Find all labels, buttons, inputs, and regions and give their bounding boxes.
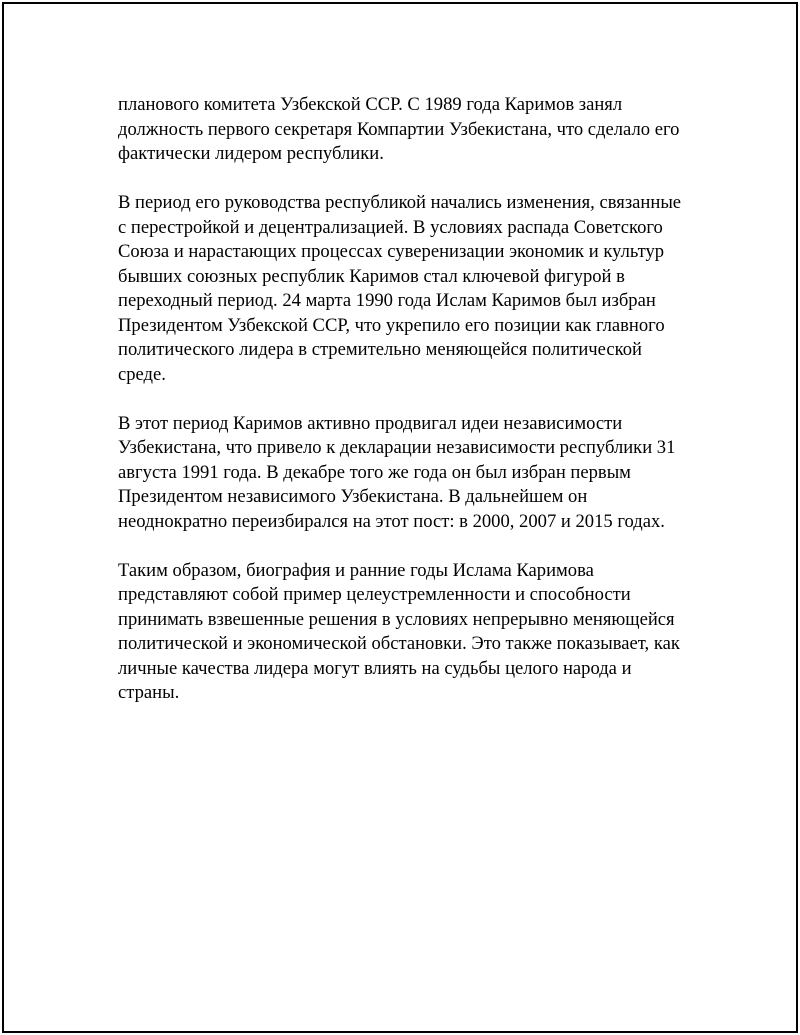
text-line: планового комитета Узбекской ССР. С 1989 года Каримов занял bbox=[118, 94, 623, 115]
text-line: фактически лидером республики. bbox=[118, 143, 384, 164]
text-line: представляют собой пример целеустремленности и способности bbox=[118, 584, 631, 605]
text-line: августа 1991 года. В декабре того же года он был избран первым bbox=[118, 461, 631, 483]
text-line: политической и экономической обстановки. Это также показывает, как bbox=[118, 633, 680, 654]
paragraph-2 bbox=[118, 191, 698, 387]
text-line: Президентом независимого Узбекистана. В дальнейшем он bbox=[118, 486, 588, 507]
text-line: с перестройкой и децентрализацией. В условиях распада Советского bbox=[118, 216, 663, 238]
paragraph-3 bbox=[118, 412, 698, 535]
text-line: личные качества лидера могут влиять на судьбы целого народа и bbox=[118, 657, 632, 679]
text-line: Узбекистана, что привело к декларации независимости республики 31 bbox=[118, 437, 676, 458]
paragraph-4 bbox=[118, 559, 698, 706]
text-line: В период его руководства республикой начались изменения, связанные bbox=[118, 192, 682, 213]
text-line: должность первого секретаря Компартии Узбекистана, что сделало его bbox=[118, 118, 680, 140]
text-line: бывших союзных республик Каримов стал ключевой фигурой в bbox=[118, 265, 625, 287]
text-line: принимать взвешенные решения в условиях непрерывно меняющейся bbox=[118, 608, 675, 630]
text-line: неоднократно переизбирался на этот пост: в 2000, 2007 и 2015 годах. bbox=[118, 510, 665, 532]
document-body bbox=[118, 93, 698, 730]
text-line: переходный период. 24 марта 1990 года Ислам Каримов был избран bbox=[118, 290, 656, 311]
paragraph-1 bbox=[118, 93, 698, 167]
text-line: В этот период Каримов активно продвигал идеи независимости bbox=[118, 412, 623, 434]
text-line: среде. bbox=[118, 363, 166, 385]
text-line: Союза и нарастающих процессах суверенизации экономик и культур bbox=[118, 241, 665, 262]
text-line: страны. bbox=[118, 682, 180, 703]
text-line: политического лидера в стремительно меняющейся политической bbox=[118, 339, 642, 360]
text-line: Таким образом, биография и ранние годы Ислама Каримова bbox=[118, 559, 594, 581]
text-line: Президентом Узбекской ССР, что укрепило его позиции как главного bbox=[118, 314, 665, 336]
